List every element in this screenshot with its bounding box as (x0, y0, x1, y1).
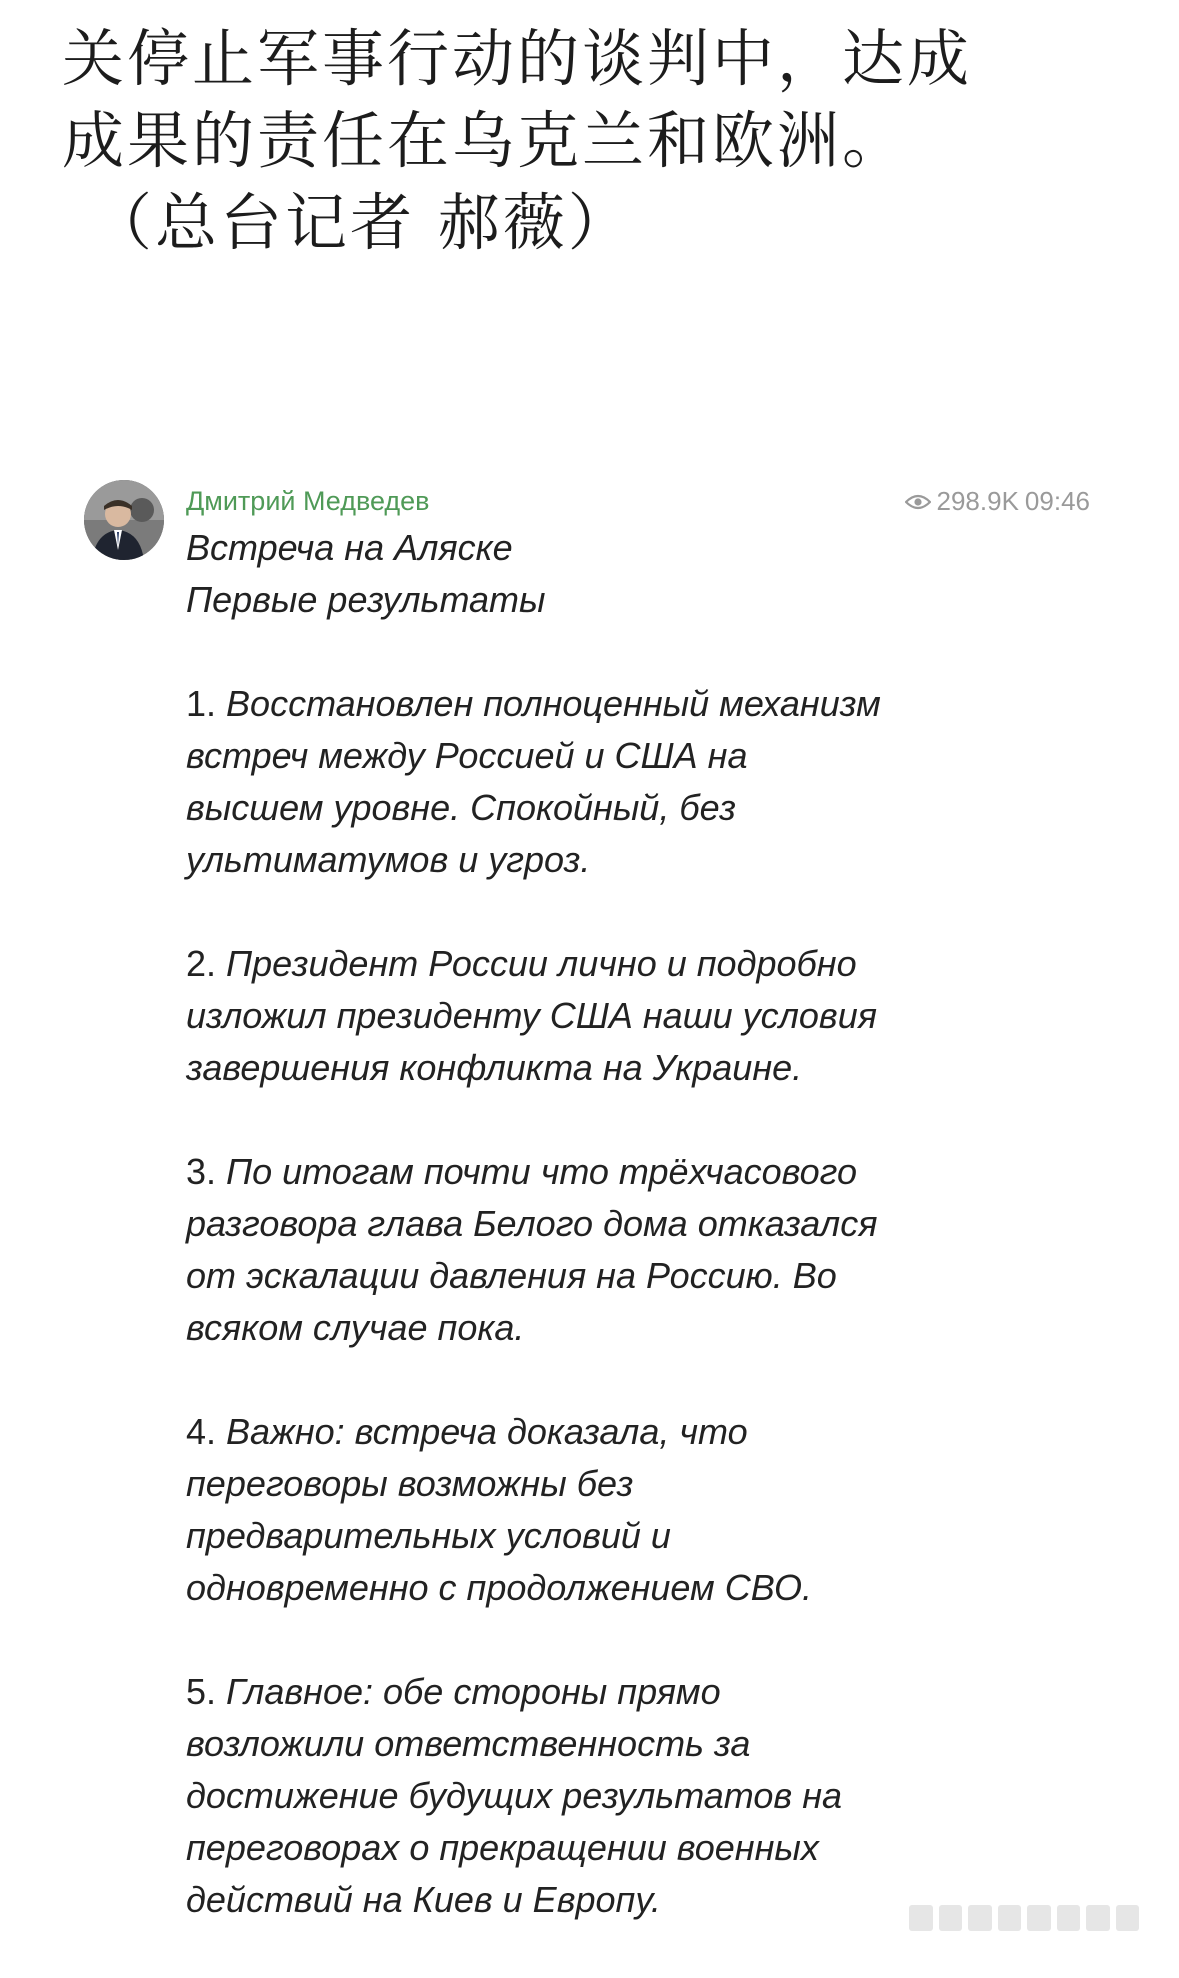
watermark-block (1057, 1905, 1081, 1931)
watermark-block (998, 1905, 1022, 1931)
point-text: Восстановлен полноценный механизм (226, 683, 881, 724)
view-count: 298.9K (936, 486, 1019, 516)
article-line-2: 成果的责任在乌克兰和欧洲。 (62, 104, 908, 177)
post-heading (186, 522, 1066, 626)
post-point-line (186, 678, 1066, 730)
post-point-4 (186, 1406, 1066, 1614)
point-number: 2. (186, 943, 217, 984)
post-point-line: возложили ответственность за (186, 1723, 751, 1764)
post-point-line: достижение будущих результатов на (186, 1775, 843, 1816)
telegram-post (80, 470, 1100, 1920)
point-text: По итогам почти что трёхчасового (226, 1151, 858, 1192)
post-point-1 (186, 678, 1066, 886)
watermark-block (1027, 1905, 1051, 1931)
watermark-block (1116, 1905, 1140, 1931)
post-point-3 (186, 1146, 1066, 1354)
article-text (62, 18, 1142, 264)
post-point-line: предварительных условий и (186, 1515, 671, 1556)
post-meta (905, 486, 1090, 517)
post-point-line: всяком случае пока. (186, 1307, 525, 1348)
point-number: 4. (186, 1411, 217, 1452)
avatar-photo (84, 480, 164, 560)
point-number: 3. (186, 1151, 217, 1192)
post-point-line: действий на Киев и Европу. (186, 1879, 661, 1920)
post-point-line: одновременно с продолжением СВО. (186, 1567, 812, 1608)
point-text: Президент России лично и подробно (226, 943, 857, 984)
post-point-line (186, 1666, 1066, 1718)
post-point-line: ультиматумов и угроз. (186, 839, 591, 880)
article-line-1: 关停止军事行动的谈判中，达成 (62, 22, 973, 95)
watermark-block (939, 1905, 963, 1931)
post-point-line (186, 1406, 1066, 1458)
post-point-line: высшем уровне. Спокойный, без (186, 787, 736, 828)
point-number: 5. (186, 1671, 217, 1712)
post-point-line: встреч между Россией и США на (186, 735, 748, 776)
post-point-line: переговоры возможны без (186, 1463, 634, 1504)
post-author[interactable]: Дмитрий Медведев (186, 486, 430, 516)
post-point-2 (186, 938, 1066, 1094)
point-text: Главное: обе стороны прямо (226, 1671, 721, 1712)
post-point-5 (186, 1666, 1066, 1926)
post-point-line: завершения конфликта на Украине. (186, 1047, 803, 1088)
post-point-line (186, 938, 1066, 990)
point-text: Важно: встреча доказала, что (226, 1411, 748, 1452)
post-point-line: изложил президенту США наши условия (186, 995, 877, 1036)
watermark-block (968, 1905, 992, 1931)
post-body (186, 522, 1066, 1978)
post-point-line: переговорах о прекращении военных (186, 1827, 819, 1868)
post-subtitle: Первые результаты (186, 579, 546, 620)
post-time: 09:46 (1024, 486, 1090, 516)
post-point-line: от эскалации давления на Россию. Во (186, 1255, 837, 1296)
post-point-line (186, 1146, 1066, 1198)
point-number: 1. (186, 683, 217, 724)
watermark (909, 1905, 1139, 1931)
avatar[interactable] (84, 480, 164, 560)
watermark-block (1086, 1905, 1110, 1931)
post-title: Встреча на Аляске (186, 527, 513, 568)
article-credit: （总台记者 郝薇） (90, 186, 633, 259)
eye-icon (905, 493, 931, 511)
watermark-block (909, 1905, 933, 1931)
post-point-line: разговора глава Белого дома отказался (186, 1203, 878, 1244)
